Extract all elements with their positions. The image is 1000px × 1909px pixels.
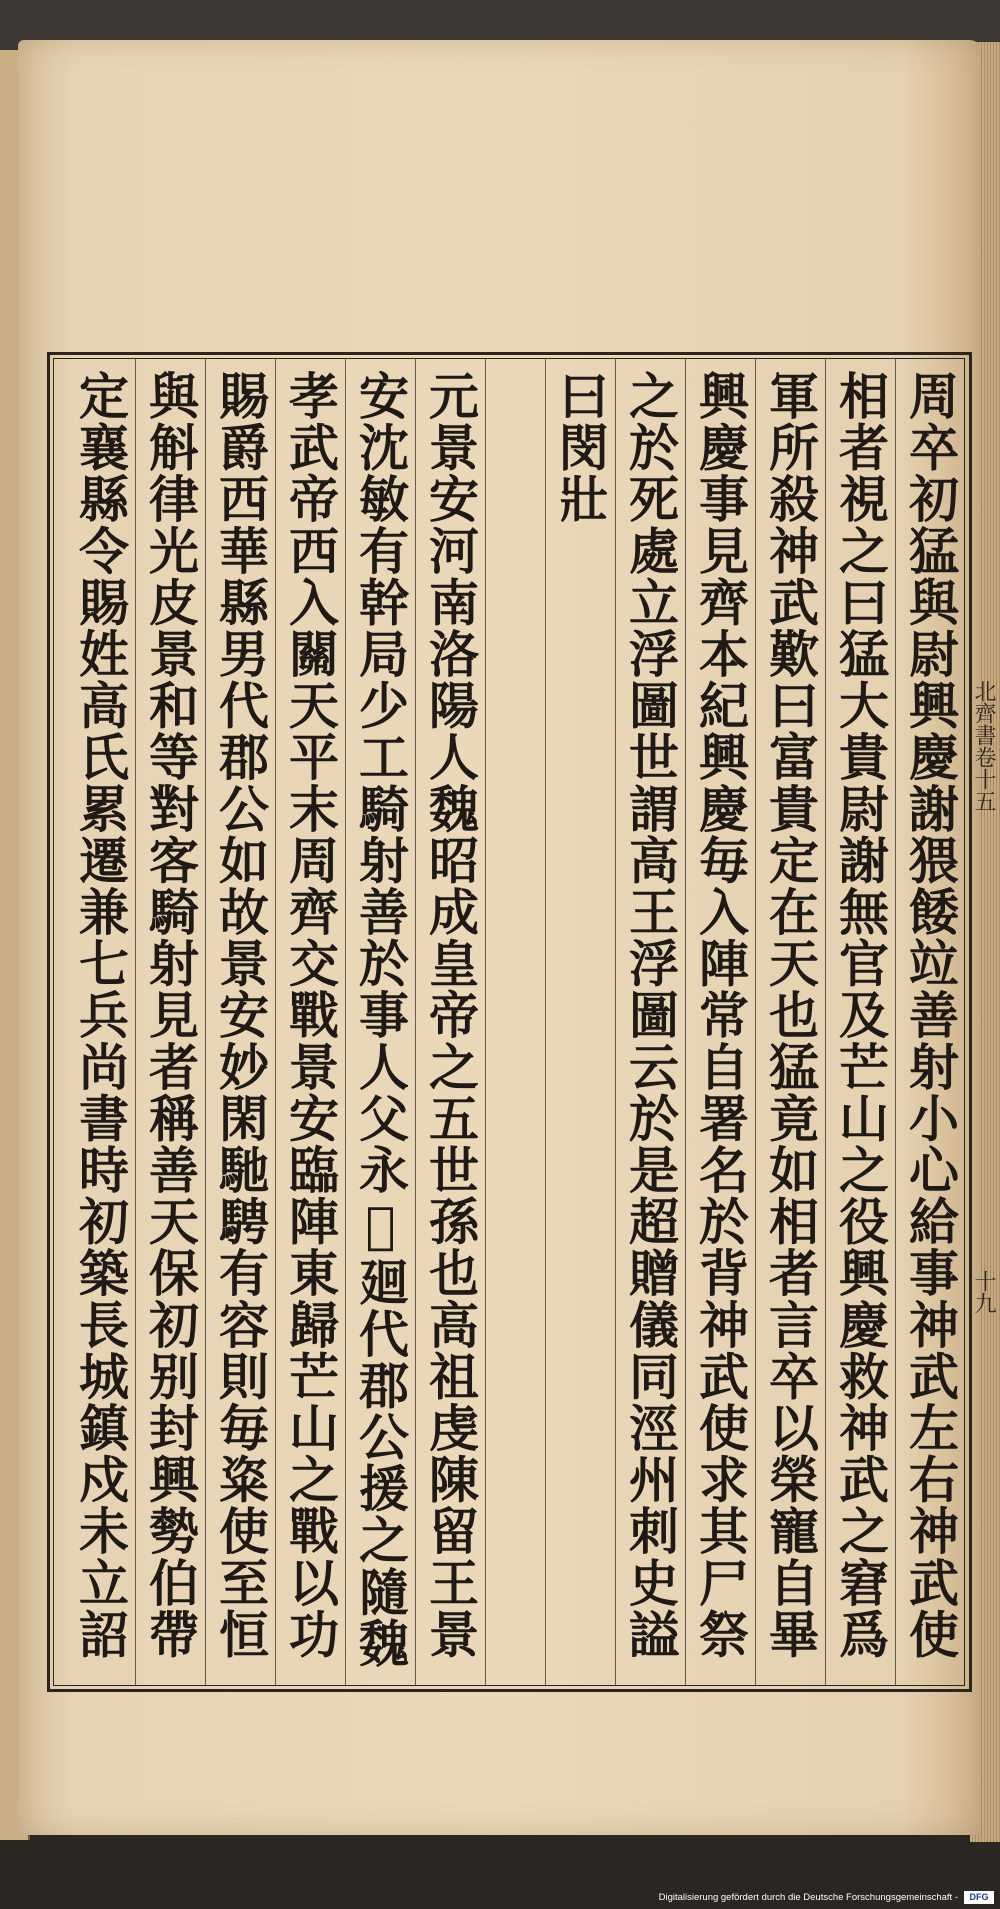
column-rule: [415, 358, 416, 1686]
column-rule: [685, 358, 686, 1686]
column-rule: [615, 358, 616, 1686]
column-rule: [755, 358, 756, 1686]
text-column-12: 定襄縣令賜姓高氏累遷兼七兵尚書時初築長城鎮戍未立詔: [71, 370, 130, 1660]
text-column-8: 安沈敏有幹局少工騎射善於事人父永𫆀廻代郡公援之隨魏: [351, 370, 410, 1669]
text-column-6: 曰閔壯: [551, 370, 610, 525]
column-rule: [345, 358, 346, 1686]
dfg-logo: DFG: [964, 1891, 994, 1904]
text-column-5: 之於死處立浮圖世謂高王浮圖云於是超贈儀同涇州刺史謚: [621, 370, 680, 1660]
column-rule: [485, 358, 486, 1686]
text-column-7: 元景安河南洛陽人魏昭成皇帝之五世孫也高祖虔陳留王景: [421, 370, 480, 1660]
text-column-4: 興慶事見齊本紀興慶毎入陣常自署名於背神武使求其尸祭: [691, 370, 750, 1660]
column-rule: [895, 358, 896, 1686]
column-rule: [135, 358, 136, 1686]
book-title-margin-mark: 北齊書卷十五: [971, 680, 996, 812]
page-number-margin-mark: 十九: [971, 1270, 996, 1314]
column-rule: [825, 358, 826, 1686]
text-column-10: 賜爵西華縣男代郡公如故景安妙閑馳騁有容則毎粢使至恒: [211, 370, 270, 1660]
digitization-credit: Digitalisierung gefördert durch die Deutsche Forschungsgemeinschaft -: [658, 1892, 958, 1903]
column-rule: [275, 358, 276, 1686]
column-rule: [205, 358, 206, 1686]
text-column-3: 軍所殺神武歎曰富貴定在天也猛竟如相者言卒以榮寵自畢: [761, 370, 820, 1660]
text-column-11: 與斛律光皮景和等對客騎射見者稱善天保初别封興勢伯帶: [141, 370, 200, 1660]
text-column-1: 周卒初猛與尉興慶謝猥餧竝善射小心給事神武左右神武使: [901, 370, 960, 1660]
text-column-2: 相者視之曰猛大貴尉謝無官及芒山之役興慶救神武之窘爲: [831, 370, 890, 1660]
text-column-9: 孝武帝西入關天平末周齊交戰景安臨陣東歸芒山之戰以功: [281, 370, 340, 1660]
column-rule: [545, 358, 546, 1686]
